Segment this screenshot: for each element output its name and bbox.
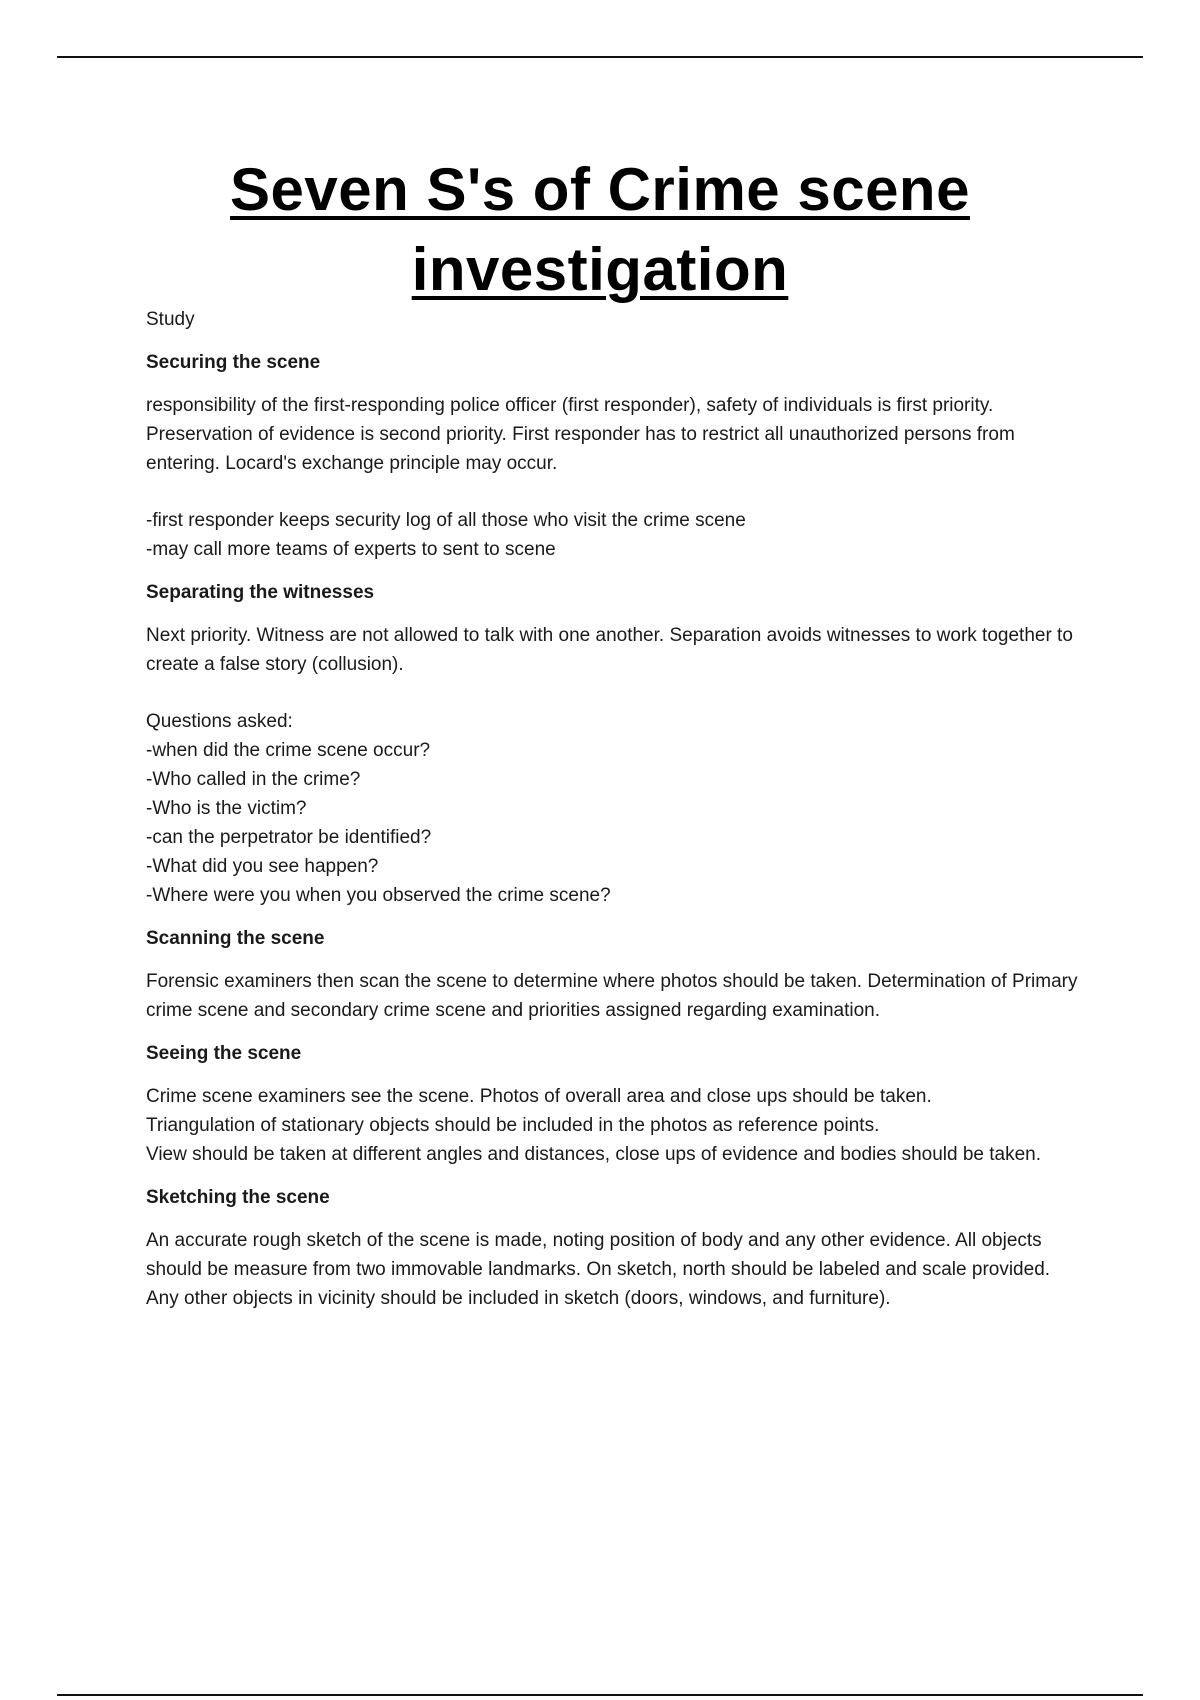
title-line-1: Seven S's of Crime scene xyxy=(230,156,970,223)
section-paragraph-securing: responsibility of the first-responding police officer (first responder), safety of individuals is first priority. Preservation of evidence is second priority. First responder has to restrict all unauthorized persons from entering. Locard's exchange principle may occur. xyxy=(146,395,1015,474)
questions-intro: Questions asked: xyxy=(146,711,293,732)
title-block xyxy=(0,150,1200,310)
section-heading-seeing: Seeing the scene xyxy=(146,1043,302,1064)
list-item: -What did you see happen? xyxy=(146,856,379,877)
securing-list xyxy=(146,506,1086,564)
section-heading-sketching: Sketching the scene xyxy=(146,1187,330,1208)
list-item: -first responder keeps security log of all those who visit the crime scene xyxy=(146,510,746,531)
list-item: -Who called in the crime? xyxy=(146,769,361,790)
document-body xyxy=(146,305,1086,1327)
section-heading-separating: Separating the witnesses xyxy=(146,582,375,603)
list-item: -can the perpetrator be identified? xyxy=(146,827,432,848)
list-item: -Who is the victim? xyxy=(146,798,307,819)
section-paragraph-separating: Next priority. Witness are not allowed to talk with one another. Separation avoids witnesses to work together to create a false story (collusion). xyxy=(146,625,1073,675)
top-rule xyxy=(57,56,1143,58)
list-item: -Where were you when you observed the crime scene? xyxy=(146,885,611,906)
section-paragraph-sketching: An accurate rough sketch of the scene is made, noting position of body and any other evidence. All objects should be measure from two immovable landmarks. On sketch, north should be labeled and scale provided. Any other objects in vicinity should be included in sketch (doors, windows, and furniture). xyxy=(146,1230,1051,1309)
paragraph-line: Triangulation of stationary objects should be included in the photos as reference points. xyxy=(146,1115,880,1136)
study-label: Study xyxy=(146,309,195,330)
questions-list xyxy=(146,707,1086,910)
list-item: -may call more teams of experts to sent to scene xyxy=(146,539,556,560)
bottom-rule xyxy=(57,1694,1143,1696)
list-item: -when did the crime scene occur? xyxy=(146,740,431,761)
title-line-2: investigation xyxy=(411,236,789,303)
section-heading-securing: Securing the scene xyxy=(146,352,321,373)
paragraph-line: View should be taken at different angles and distances, close ups of evidence and bodies should be taken. xyxy=(146,1144,1042,1165)
section-paragraph-seeing xyxy=(146,1082,1086,1169)
paragraph-line: Crime scene examiners see the scene. Photos of overall area and close ups should be taken. xyxy=(146,1086,932,1107)
section-heading-scanning: Scanning the scene xyxy=(146,928,325,949)
section-paragraph-scanning: Forensic examiners then scan the scene to determine where photos should be taken. Determination of Primary crime scene and secondary crime scene and priorities assigned regarding examination. xyxy=(146,971,1078,1021)
